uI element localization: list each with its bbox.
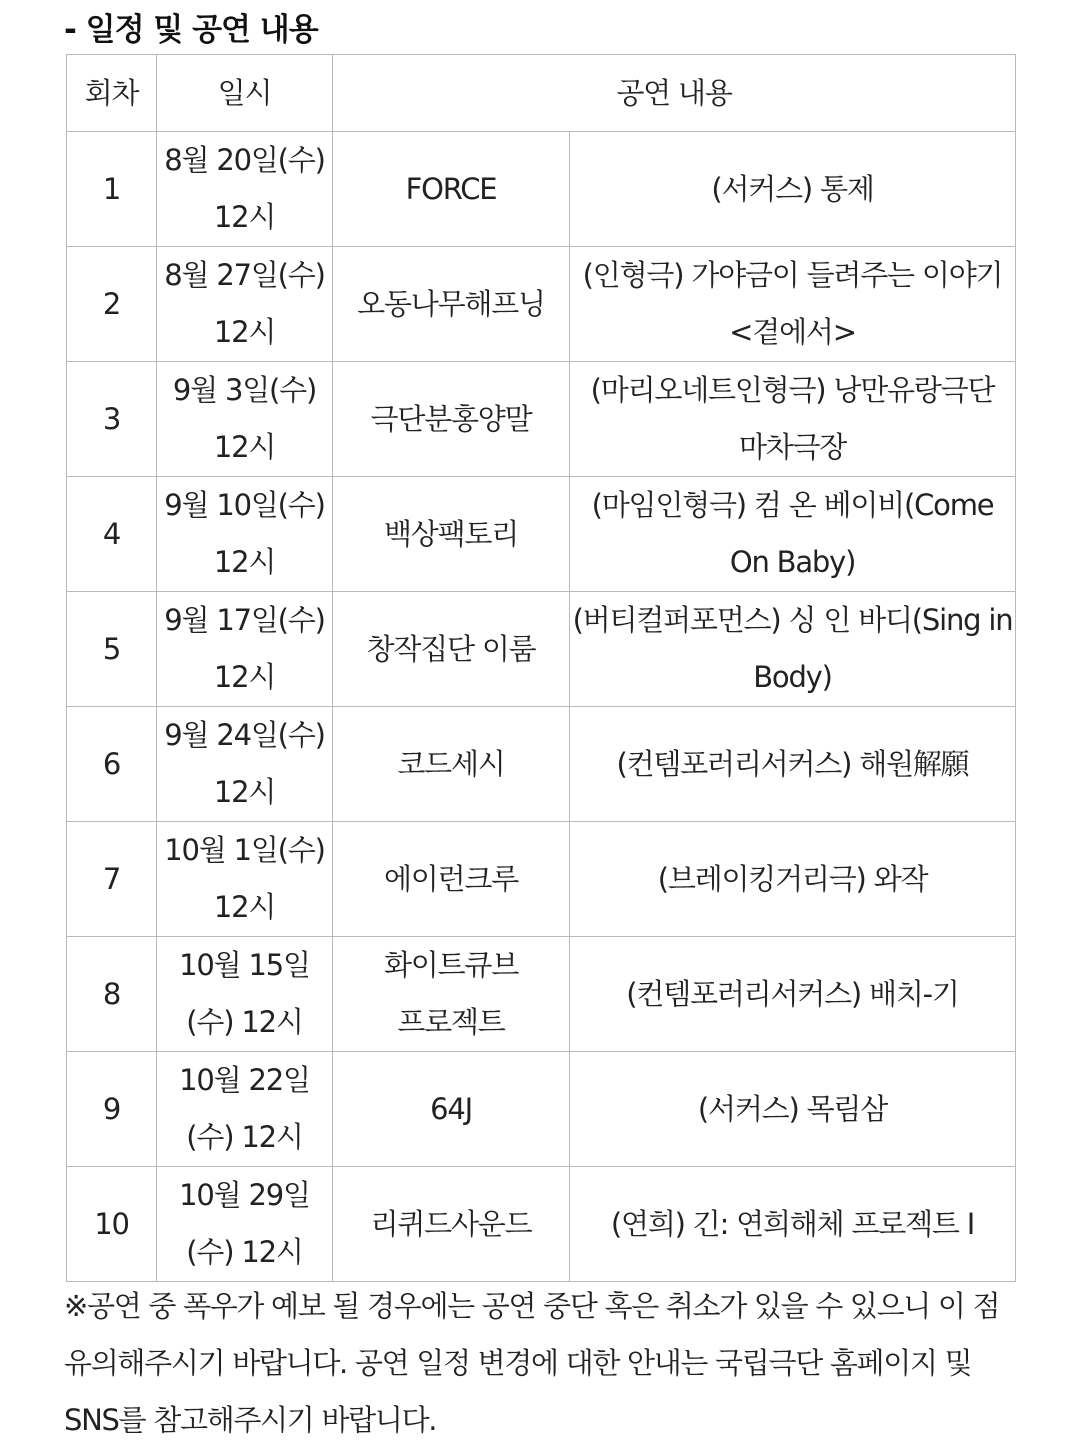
table-row: [67, 1052, 1016, 1167]
datetime-cell: 10월 1일(수) 12시: [157, 822, 333, 937]
datetime-cell: 8월 20일(수) 12시: [157, 132, 333, 247]
schedule-table-body: [67, 55, 1016, 1282]
datetime-cell: 10월 15일(수) 12시: [157, 937, 333, 1052]
header-round: 회차: [67, 55, 157, 132]
performance-cell: (마임인형극) 컴 온 베이비(Come On Baby): [570, 477, 1016, 592]
round-cell: 1: [67, 132, 157, 247]
datetime-cell: 8월 27일(수) 12시: [157, 247, 333, 362]
round-cell: 6: [67, 707, 157, 822]
performance-cell: (서커스) 목림삼: [570, 1052, 1016, 1167]
performance-cell: (브레이킹거리극) 와작: [570, 822, 1016, 937]
table-row: [67, 707, 1016, 822]
datetime-cell: 9월 3일(수) 12시: [157, 362, 333, 477]
section-title: - 일정 및 공연 내용: [64, 12, 318, 48]
round-cell: 3: [67, 362, 157, 477]
round-cell: 5: [67, 592, 157, 707]
performance-cell: (마리오네트인형극) 낭만유랑극단 마차극장: [570, 362, 1016, 477]
company-cell: 오동나무해프닝: [333, 247, 570, 362]
round-cell: 2: [67, 247, 157, 362]
table-row: [67, 937, 1016, 1052]
round-cell: 4: [67, 477, 157, 592]
header-datetime: 일시: [157, 55, 333, 132]
datetime-cell: 9월 10일(수) 12시: [157, 477, 333, 592]
company-cell: 극단분홍양말: [333, 362, 570, 477]
datetime-cell: 9월 17일(수) 12시: [157, 592, 333, 707]
round-cell: 7: [67, 822, 157, 937]
table-row: [67, 247, 1016, 362]
company-cell: 백상팩토리: [333, 477, 570, 592]
schedule-table: [66, 54, 1016, 1282]
table-row: [67, 477, 1016, 592]
table-row: [67, 362, 1016, 477]
performance-cell: (인형극) 가야금이 들려주는 이야기 <곁에서>: [570, 247, 1016, 362]
datetime-cell: 10월 29일(수) 12시: [157, 1167, 333, 1282]
round-cell: 10: [67, 1167, 157, 1282]
table-row: [67, 1167, 1016, 1282]
datetime-cell: 10월 22일(수) 12시: [157, 1052, 333, 1167]
table-row: [67, 822, 1016, 937]
performance-cell: (컨템포러리서커스) 배치-기: [570, 937, 1016, 1052]
table-header-row: [67, 55, 1016, 132]
performance-cell: (연희) 긴: 연희해체 프로젝트 Ⅰ: [570, 1167, 1016, 1282]
performance-cell: (컨템포러리서커스) 해원解願: [570, 707, 1016, 822]
company-cell: 코드세시: [333, 707, 570, 822]
company-cell: 64J: [333, 1052, 570, 1167]
table-row: [67, 592, 1016, 707]
table-row: [67, 132, 1016, 247]
round-cell: 8: [67, 937, 157, 1052]
company-cell: 창작집단 이룸: [333, 592, 570, 707]
company-cell: 리퀴드사운드: [333, 1167, 570, 1282]
notice-text: ※공연 중 폭우가 예보 될 경우에는 공연 중단 혹은 취소가 있을 수 있으니 이 점 유의해주시기 바랍니다. 공연 일정 변경에 대한 안내는 국립극단 홈페이지 및 SNS를 참고해주시기 바랍니다.: [64, 1289, 1000, 1437]
company-cell: 화이트큐브 프로젝트: [333, 937, 570, 1052]
header-content: 공연 내용: [333, 55, 1016, 132]
performance-cell: (버티컬퍼포먼스) 싱 인 바디(Sing in Body): [570, 592, 1016, 707]
datetime-cell: 9월 24일(수) 12시: [157, 707, 333, 822]
performance-cell: (서커스) 통제: [570, 132, 1016, 247]
round-cell: 9: [67, 1052, 157, 1167]
company-cell: FORCE: [333, 132, 570, 247]
company-cell: 에이런크루: [333, 822, 570, 937]
